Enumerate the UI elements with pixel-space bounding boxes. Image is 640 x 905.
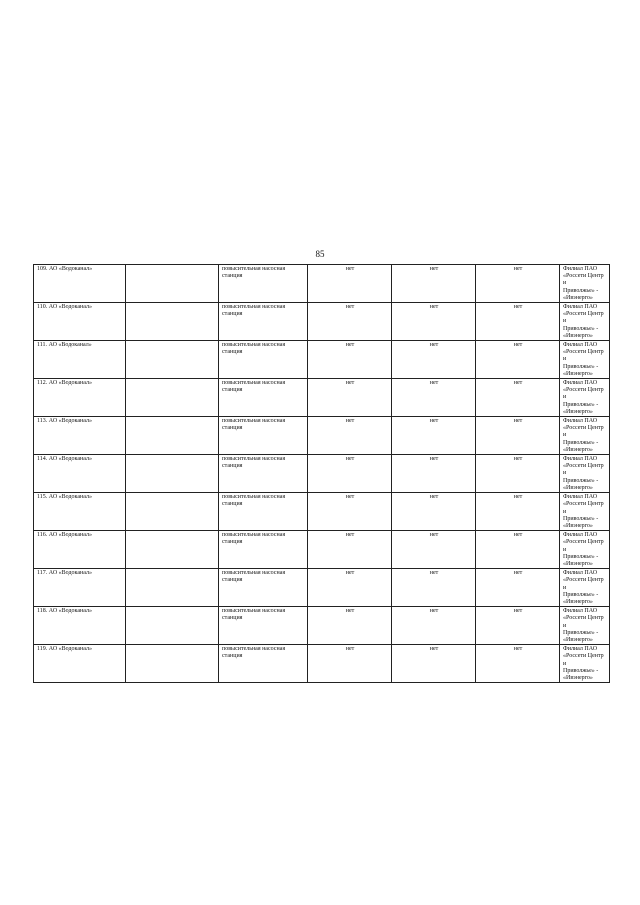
value-cell: нет [476, 607, 560, 645]
value-cell: нет [392, 493, 476, 531]
value-cell: нет [308, 493, 392, 531]
object-type-cell: повысительная насосная станция [219, 455, 308, 493]
empty-cell [126, 303, 219, 341]
table-row [34, 265, 610, 303]
row-id-cell [34, 455, 126, 493]
grid-organization-cell: Филиал ПАО «Россети Центр и Приволжье» - «Ивэнерго» [560, 569, 610, 607]
empty-cell [126, 531, 219, 569]
row-number: 113. [37, 418, 48, 425]
grid-organization-cell: Филиал ПАО «Россети Центр и Приволжье» - «Ивэнерго» [560, 645, 610, 683]
organization-name: АО «Водоканал» [48, 570, 92, 577]
table-row [34, 607, 610, 645]
value-cell: нет [308, 569, 392, 607]
value-cell: нет [392, 455, 476, 493]
row-number: 116. [37, 532, 48, 539]
table-body [34, 265, 610, 683]
empty-cell [126, 645, 219, 683]
row-number: 112. [37, 380, 48, 387]
value-cell: нет [308, 265, 392, 303]
table-row [34, 341, 610, 379]
table-row [34, 569, 610, 607]
value-cell: нет [476, 417, 560, 455]
row-id-cell [34, 569, 126, 607]
row-number: 118. [37, 608, 48, 615]
organization-name: АО «Водоканал» [48, 380, 92, 387]
row-id-cell [34, 493, 126, 531]
value-cell: нет [392, 417, 476, 455]
organization-name: АО «Водоканал» [48, 532, 92, 539]
empty-cell [126, 417, 219, 455]
organization-name: АО «Водоканал» [48, 342, 92, 349]
organization-name: АО «Водоканал» [48, 456, 92, 463]
object-type-cell: повысительная насосная станция [219, 645, 308, 683]
row-number: 110. [37, 304, 48, 311]
row-id-cell [34, 607, 126, 645]
value-cell: нет [392, 341, 476, 379]
object-type-cell: повысительная насосная станция [219, 303, 308, 341]
empty-cell [126, 455, 219, 493]
value-cell: нет [308, 645, 392, 683]
object-type-cell: повысительная насосная станция [219, 569, 308, 607]
object-type-cell: повысительная насосная станция [219, 531, 308, 569]
value-cell: нет [476, 341, 560, 379]
row-number: 111. [37, 342, 48, 349]
value-cell: нет [308, 455, 392, 493]
value-cell: нет [392, 531, 476, 569]
row-id-cell [34, 645, 126, 683]
value-cell: нет [308, 303, 392, 341]
value-cell: нет [392, 607, 476, 645]
object-type-cell: повысительная насосная станция [219, 493, 308, 531]
object-type-cell: повысительная насосная станция [219, 341, 308, 379]
empty-cell [126, 265, 219, 303]
value-cell: нет [392, 265, 476, 303]
grid-organization-cell: Филиал ПАО «Россети Центр и Приволжье» - «Ивэнерго» [560, 607, 610, 645]
organization-name: АО «Водоканал» [48, 418, 92, 425]
grid-organization-cell: Филиал ПАО «Россети Центр и Приволжье» - «Ивэнерго» [560, 493, 610, 531]
empty-cell [126, 607, 219, 645]
grid-organization-cell: Филиал ПАО «Россети Центр и Приволжье» - «Ивэнерго» [560, 379, 610, 417]
value-cell: нет [308, 607, 392, 645]
organization-name: АО «Водоканал» [48, 608, 92, 615]
empty-cell [126, 493, 219, 531]
table-row [34, 531, 610, 569]
empty-cell [126, 341, 219, 379]
value-cell: нет [476, 531, 560, 569]
value-cell: нет [308, 417, 392, 455]
value-cell: нет [308, 379, 392, 417]
object-type-cell: повысительная насосная станция [219, 607, 308, 645]
organization-name: АО «Водоканал» [48, 304, 92, 311]
value-cell: нет [476, 303, 560, 341]
table-row [34, 493, 610, 531]
value-cell: нет [308, 531, 392, 569]
object-type-cell: повысительная насосная станция [219, 417, 308, 455]
value-cell: нет [308, 341, 392, 379]
value-cell: нет [476, 645, 560, 683]
table-row [34, 417, 610, 455]
organization-name: АО «Водоканал» [48, 646, 92, 653]
page-number: 85 [315, 249, 325, 259]
table-row [34, 379, 610, 417]
value-cell: нет [476, 265, 560, 303]
organization-name: АО «Водоканал» [48, 494, 92, 501]
row-id-cell [34, 265, 126, 303]
empty-cell [126, 569, 219, 607]
row-number: 115. [37, 494, 48, 501]
value-cell: нет [392, 303, 476, 341]
table-row [34, 645, 610, 683]
row-id-cell [34, 379, 126, 417]
row-number: 117. [37, 570, 48, 577]
value-cell: нет [476, 569, 560, 607]
grid-organization-cell: Филиал ПАО «Россети Центр и Приволжье» - «Ивэнерго» [560, 265, 610, 303]
value-cell: нет [392, 569, 476, 607]
row-number: 114. [37, 456, 48, 463]
value-cell: нет [476, 493, 560, 531]
row-number: 109. [37, 266, 48, 272]
data-table [33, 264, 610, 683]
table-row [34, 303, 610, 341]
value-cell: нет [476, 455, 560, 493]
object-type-cell: повысительная насосная станция [219, 265, 308, 303]
object-type-cell: повысительная насосная станция [219, 379, 308, 417]
value-cell: нет [476, 379, 560, 417]
grid-organization-cell: Филиал ПАО «Россети Центр и Приволжье» - «Ивэнерго» [560, 455, 610, 493]
grid-organization-cell: Филиал ПАО «Россети Центр и Приволжье» - «Ивэнерго» [560, 417, 610, 455]
value-cell: нет [392, 379, 476, 417]
grid-organization-cell: Филиал ПАО «Россети Центр и Приволжье» - «Ивэнерго» [560, 531, 610, 569]
row-id-cell [34, 341, 126, 379]
grid-organization-cell: Филиал ПАО «Россети Центр и Приволжье» - «Ивэнерго» [560, 341, 610, 379]
value-cell: нет [392, 645, 476, 683]
row-id-cell [34, 417, 126, 455]
empty-cell [126, 379, 219, 417]
row-number: 119. [37, 646, 48, 653]
table-row [34, 455, 610, 493]
organization-name: АО «Водоканал» [49, 266, 93, 272]
row-id-cell [34, 303, 126, 341]
row-id-cell [34, 531, 126, 569]
grid-organization-cell: Филиал ПАО «Россети Центр и Приволжье» - «Ивэнерго» [560, 303, 610, 341]
